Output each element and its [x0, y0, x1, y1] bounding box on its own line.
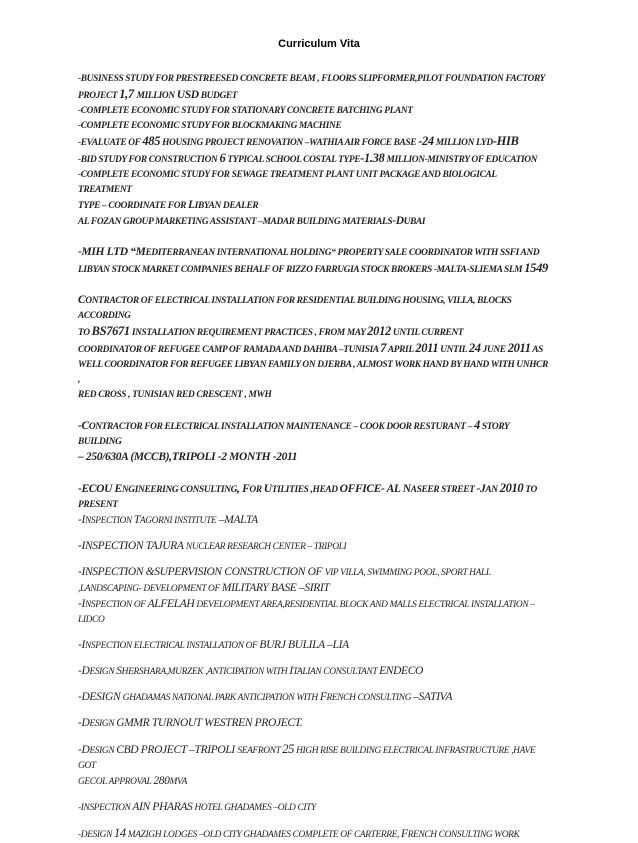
cv-line: ,LANDSCAPING- DEVELOPMENT OF MILITARY BASE –SIRIT — [78, 582, 330, 594]
cv-line: -BID STUDY FOR CONSTRUCTION 6 TYPICAL SCHOOL COSTAL TYPE-1.38 MILLION-MINISTRY OF EDUCATION — [78, 151, 538, 165]
cv-line: AL FOZAN GROUP MARKETING ASSISTANT –MADAR BUILDING MATERIALS-DUBAI — [78, 215, 426, 227]
cv-line: -DESIGN GHADAMAS NATIONAL PARK ANTICIPATION WITH FRENCH CONSULTING –SATIVA — [78, 691, 453, 703]
cv-line: -INSPECTION &SUPERVISION CONSTRUCTION OF VIP VILLA, SWIMMING POOL, SPORT HALL — [78, 566, 491, 578]
cv-line: -DESIGN SHERSHARA,MURZEK ,ANTICIPATION WITH ITALIAN CONSULTANT ENDECO — [78, 665, 423, 677]
cv-line: -INSPECTION TAJURA NUCLEAR RESEARCH CENTER – TRIPOLI — [78, 540, 347, 552]
cv-line: -BUSINESS STUDY FOR PRESTREESED CONCRETE BEAM , FLOORS SLIPFORMER,PILOT FOUNDATION FACTORY — [78, 74, 546, 84]
cv-line: -DESIGN CBD PROJECT –TRIPOLI SEAFRONT 25 HIGH RISE BUILDING ELECTRICAL INFRASTRUCTURE ,HAVE GOT — [78, 742, 536, 771]
cv-line: GECOL APPROVAL 280MVA — [78, 775, 188, 787]
cv-line: -DESIGN GMMR TURNOUT WESTREN PROJECT. — [78, 717, 303, 729]
cv-line: WELL COORDINATOR FOR REFUGEE LIBYAN FAMILY ON DJERBA , ALMOST WORK HAND BY HAND WITH UNHCR , — [78, 360, 548, 385]
cv-line: -MIH LTD “MEDITERRANEAN INTERNATIONAL HOLDING“ PROPERTY SALE COORDINATOR WITH SSFI AND — [78, 246, 540, 258]
cv-content — [78, 72, 548, 843]
page-title: Curriculum Vita — [278, 38, 360, 50]
cv-line: -EVALUATE OF 485 HOUSING PROJECT RENOVATION –WATHIA AIR FORCE BASE -24 MILLION LYD-HIB — [78, 134, 519, 148]
cv-line: -INSPECTION ELECTRICAL INSTALLATION OF BURJ BULILA –LIA — [78, 639, 349, 651]
cv-line: – 250/630A (MCCB),TRIPOLI -2 MONTH -2011 — [78, 451, 298, 463]
cv-line: -CONTRACTOR FOR ELECTRICAL INSTALLATION MAINTENANCE – COOK DOOR RESTURANT – 4 STORY BUILDING — [78, 418, 510, 447]
cv-line: RED CROSS , TUNISIAN RED CRESCENT , MWH — [78, 390, 272, 400]
cv-line: LIBYAN STOCK MARKET COMPANIES BEHALF OF RIZZO FARRUGIA STOCK BROKERS -MALTA-SLIEMA SLM 1549 — [78, 261, 548, 275]
cv-line: -INSPECTION OF ALFELAH DEVELOPMENT AREA,RESIDENTIAL BLOCK AND MALLS ELECTRICAL INSTALLATION – — [78, 598, 535, 610]
cv-line: -INSPECTION TAGORNI INSTITUTE –MALTA — [78, 514, 258, 526]
cv-line: LIDCO — [78, 615, 105, 625]
cv-line: PROJECT 1,7 MILLION USD BUDGET — [78, 87, 238, 101]
cv-line: -INSPECTION AIN PHARAS HOTEL GHADAMES –OLD CITY — [78, 801, 316, 813]
cv-line: COORDINATOR OF REFUGEE CAMP OF RAMADA AND DAHIBA –TUNISIA 7 APRIL 2011 UNTIL 24 JUNE 2011 AS — [78, 341, 544, 355]
cv-line: TO BS7671 INSTALLATION REQUIREMENT PRACTICES , FROM MAY 2012 UNTIL CURRENT — [78, 324, 464, 338]
cv-line: -DESIGN 14 MAZIGH LODGES –OLD CITY GHADAMES COMPLETE OF CARTERRE, FRENCH CONSULTING WORK — [78, 826, 520, 840]
cv-line: -COMPLETE ECONOMIC STUDY FOR STATIONARY CONCRETE BATCHING PLANT — [78, 106, 413, 116]
cv-line: -COMPLETE ECONOMIC STUDY FOR SEWAGE TREATMENT PLANT UNIT PACKAGE AND BIOLOGICAL TREATMENT — [78, 170, 497, 195]
cv-line: -ECOU ENGINEERING CONSULTING, FOR UTILITIES ,HEAD OFFICE- AL NASEER STREET -JAN 2010 TO — [78, 481, 537, 495]
cv-line: PRESENT — [78, 500, 118, 510]
cv-line: TYPE – COORDINATE FOR LIBYAN DEALER — [78, 199, 259, 211]
cv-line: CONTRACTOR OF ELECTRICAL INSTALLATION FOR RESIDENTIAL BUILDING HOUSING, VILLA, BLOCKS ACCORDING — [78, 294, 512, 321]
cv-line: -COMPLETE ECONOMIC STUDY FOR BLOCKMAKING MACHINE — [78, 121, 342, 131]
